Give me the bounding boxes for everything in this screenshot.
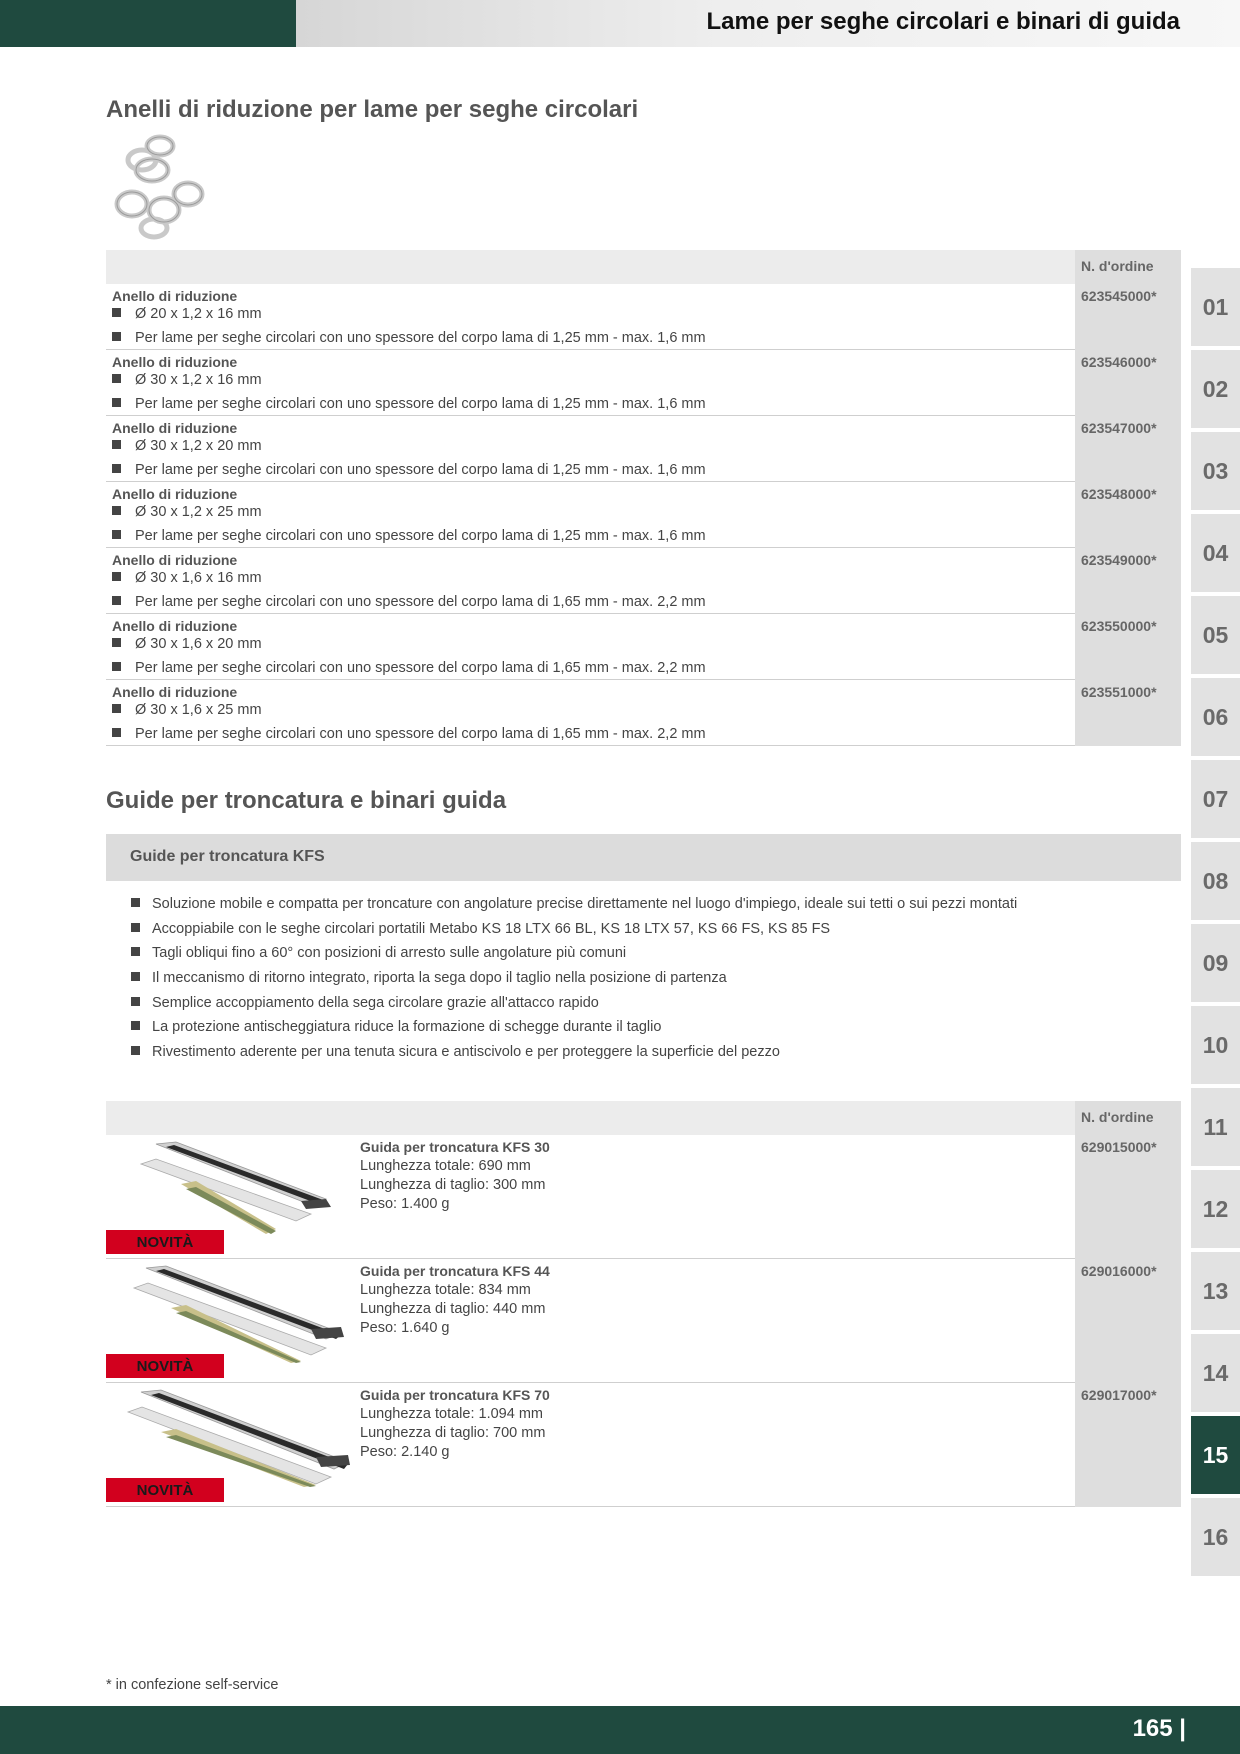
page-header-title: Lame per seghe circolari e binari di guida <box>706 8 1180 35</box>
product-description: Per lame per seghe circolari con uno spessore del corpo lama di 1,65 mm - max. 2,2 mm <box>112 594 706 610</box>
table-row <box>106 680 1181 746</box>
bullet-square-icon <box>112 308 121 317</box>
order-number: 629015000* <box>1075 1135 1181 1259</box>
weight: Peso: 2.140 g <box>360 1444 450 1460</box>
feature-item: Semplice accoppiamento della sega circolare grazie all'attacco rapido <box>131 995 599 1011</box>
new-badge: NOVITÀ <box>106 1230 224 1254</box>
bullet-square-icon <box>131 1046 140 1055</box>
chapter-tab-05[interactable]: 05 <box>1191 596 1240 674</box>
table-row <box>106 482 1181 548</box>
bullet-square-icon <box>131 997 140 1006</box>
chapter-tab-12[interactable]: 12 <box>1191 1170 1240 1248</box>
product-dimension: Ø 30 x 1,2 x 20 mm <box>112 438 262 454</box>
bullet-square-icon <box>112 440 121 449</box>
product-description: Per lame per seghe circolari con uno spessore del corpo lama di 1,25 mm - max. 1,6 mm <box>112 396 706 412</box>
bullet-square-icon <box>112 728 121 737</box>
order-number: 623551000* <box>1075 680 1181 746</box>
bullet-square-icon <box>112 638 121 647</box>
feature-item: Soluzione mobile e compatta per troncature con angolature precise direttamente nel luogo d'impiego, ideale sui tetti o sui pezzi montati <box>131 896 1017 912</box>
product-name: Anello di riduzione <box>112 288 238 304</box>
chapter-tab-11[interactable]: 11 <box>1191 1088 1240 1166</box>
footnote: * in confezione self-service <box>106 1677 279 1693</box>
table-row <box>106 548 1181 614</box>
chapter-tab-03[interactable]: 03 <box>1191 432 1240 510</box>
guide-rail-image <box>126 1387 351 1487</box>
bullet-square-icon <box>112 332 121 341</box>
bullet-square-icon <box>112 464 121 473</box>
new-badge: NOVITÀ <box>106 1354 224 1378</box>
reduction-rings-image <box>108 128 213 240</box>
order-number: 623545000* <box>1075 284 1181 350</box>
header-band <box>0 0 1240 47</box>
product-description: Per lame per seghe circolari con uno spessore del corpo lama di 1,25 mm - max. 1,6 mm <box>112 462 706 478</box>
chapter-tab-08[interactable]: 08 <box>1191 842 1240 920</box>
cut-length: Lunghezza di taglio: 440 mm <box>360 1301 546 1317</box>
table-row <box>106 1259 1181 1383</box>
bullet-square-icon <box>112 596 121 605</box>
order-number: 629016000* <box>1075 1259 1181 1383</box>
order-number: 629017000* <box>1075 1383 1181 1507</box>
bullet-square-icon <box>112 572 121 581</box>
total-length: Lunghezza totale: 1.094 mm <box>360 1406 543 1422</box>
bullet-square-icon <box>131 1021 140 1030</box>
order-number: 623548000* <box>1075 482 1181 548</box>
product-name: Guida per troncatura KFS 44 <box>360 1263 550 1279</box>
product-dimension: Ø 30 x 1,2 x 25 mm <box>112 504 262 520</box>
product-dimension: Ø 30 x 1,6 x 25 mm <box>112 702 262 718</box>
chapter-tab-01[interactable]: 01 <box>1191 268 1240 346</box>
table-row <box>106 1383 1181 1507</box>
total-length: Lunghezza totale: 690 mm <box>360 1158 531 1174</box>
kfs-subsection-bar <box>106 834 1181 881</box>
bullet-square-icon <box>112 704 121 713</box>
feature-item: La protezione antischeggiatura riduce la formazione di schegge durante il taglio <box>131 1019 661 1035</box>
header-brand-block <box>0 0 296 47</box>
bullet-square-icon <box>112 374 121 383</box>
feature-item: Tagli obliqui fino a 60° con posizioni di arresto sulle angolature più comuni <box>131 945 626 961</box>
bullet-square-icon <box>131 923 140 932</box>
guides-table-header <box>106 1101 1181 1135</box>
order-number: 623550000* <box>1075 614 1181 680</box>
product-description: Per lame per seghe circolari con uno spessore del corpo lama di 1,65 mm - max. 2,2 mm <box>112 660 706 676</box>
total-length: Lunghezza totale: 834 mm <box>360 1282 531 1298</box>
product-name: Guida per troncatura KFS 30 <box>360 1139 550 1155</box>
order-number: 623549000* <box>1075 548 1181 614</box>
guide-rail-image <box>126 1139 351 1239</box>
chapter-tab-06[interactable]: 06 <box>1191 678 1240 756</box>
product-name: Anello di riduzione <box>112 486 238 502</box>
bullet-square-icon <box>112 530 121 539</box>
chapter-tab-09[interactable]: 09 <box>1191 924 1240 1002</box>
bullet-square-icon <box>131 972 140 981</box>
order-column-header: N. d'ordine <box>1075 1101 1181 1135</box>
weight: Peso: 1.400 g <box>360 1196 450 1212</box>
product-name: Anello di riduzione <box>112 552 238 568</box>
cut-length: Lunghezza di taglio: 700 mm <box>360 1425 546 1441</box>
chapter-tab-15[interactable]: 15 <box>1191 1416 1240 1494</box>
guide-rail-image <box>126 1263 351 1363</box>
product-name: Anello di riduzione <box>112 684 238 700</box>
footer-band <box>0 1706 1240 1754</box>
product-dimension: Ø 30 x 1,6 x 20 mm <box>112 636 262 652</box>
product-description: Per lame per seghe circolari con uno spessore del corpo lama di 1,25 mm - max. 1,6 mm <box>112 330 706 346</box>
bullet-square-icon <box>131 947 140 956</box>
product-dimension: Ø 30 x 1,2 x 16 mm <box>112 372 262 388</box>
feature-item: Accoppiabile con le seghe circolari portatili Metabo KS 18 LTX 66 BL, KS 18 LTX 57, KS 66 FS, KS 85 FS <box>131 921 830 937</box>
table-row <box>106 284 1181 350</box>
kfs-subsection-title: Guide per troncatura KFS <box>130 848 325 865</box>
page-number: 165 | <box>1132 1715 1186 1742</box>
product-name: Anello di riduzione <box>112 618 238 634</box>
feature-item: Rivestimento aderente per una tenuta sicura e antiscivolo e per proteggere la superficie del pezzo <box>131 1044 780 1060</box>
product-dimension: Ø 20 x 1,2 x 16 mm <box>112 306 262 322</box>
order-number: 623547000* <box>1075 416 1181 482</box>
cut-length: Lunghezza di taglio: 300 mm <box>360 1177 546 1193</box>
chapter-tab-04[interactable]: 04 <box>1191 514 1240 592</box>
order-column-header: N. d'ordine <box>1075 250 1181 284</box>
table-row <box>106 614 1181 680</box>
product-dimension: Ø 30 x 1,6 x 16 mm <box>112 570 262 586</box>
chapter-tab-16[interactable]: 16 <box>1191 1498 1240 1576</box>
new-badge: NOVITÀ <box>106 1478 224 1502</box>
order-number: 623546000* <box>1075 350 1181 416</box>
table-row <box>106 416 1181 482</box>
guides-section-title: Guide per troncatura e binari guida <box>106 787 507 814</box>
product-name: Guida per troncatura KFS 70 <box>360 1387 550 1403</box>
chapter-tab-13[interactable]: 13 <box>1191 1252 1240 1330</box>
weight: Peso: 1.640 g <box>360 1320 450 1336</box>
bullet-square-icon <box>131 898 140 907</box>
product-name: Anello di riduzione <box>112 354 238 370</box>
bullet-square-icon <box>112 662 121 671</box>
feature-item: Il meccanismo di ritorno integrato, riporta la sega dopo il taglio nella posizione di partenza <box>131 970 727 986</box>
chapter-tab-10[interactable]: 10 <box>1191 1006 1240 1084</box>
rings-section-title: Anelli di riduzione per lame per seghe circolari <box>106 96 639 123</box>
chapter-tab-07[interactable]: 07 <box>1191 760 1240 838</box>
table-row <box>106 350 1181 416</box>
product-name: Anello di riduzione <box>112 420 238 436</box>
rings-table-header <box>106 250 1181 284</box>
product-description: Per lame per seghe circolari con uno spessore del corpo lama di 1,25 mm - max. 1,6 mm <box>112 528 706 544</box>
bullet-square-icon <box>112 398 121 407</box>
product-description: Per lame per seghe circolari con uno spessore del corpo lama di 1,65 mm - max. 2,2 mm <box>112 726 706 742</box>
chapter-tab-14[interactable]: 14 <box>1191 1334 1240 1412</box>
chapter-tab-02[interactable]: 02 <box>1191 350 1240 428</box>
table-row <box>106 1135 1181 1259</box>
bullet-square-icon <box>112 506 121 515</box>
